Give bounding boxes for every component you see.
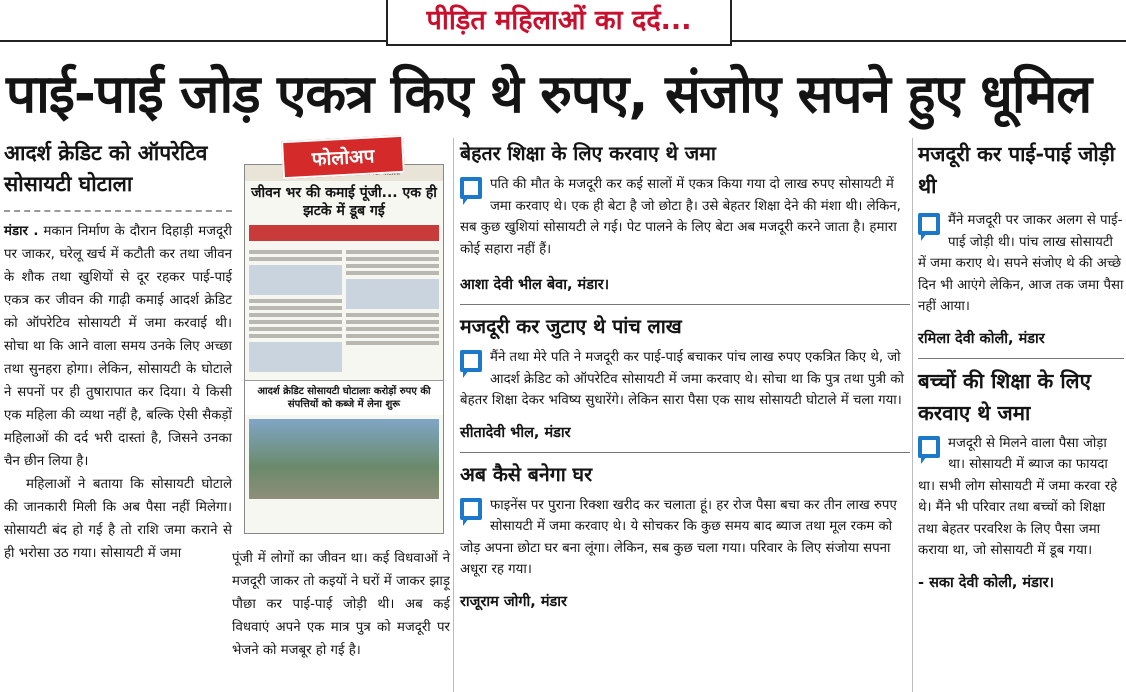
- clipping-line: [249, 327, 342, 331]
- testimonial-4-quote: [918, 210, 1124, 318]
- followup-clipping: [236, 138, 450, 538]
- testimonial-2-text: मैंने तथा मेरे पति ने मजदूरी कर पाई-पाई बचाकर पांच लाख रुपए एकत्रित किए थे, जो आदर्श क्रेडिट को ऑपरेटिव सोसायटी में जमा करवाए थे। सोचा था कि पुत्र तथा पुत्री को बेहतर शिक्षा देकर भविष्य सुधारेंगे। लेकिन सारा पैसा एक साथ सोसायटी घोटाले में चला गया।: [460, 350, 904, 408]
- clipping-line: [346, 271, 439, 275]
- section-divider: [918, 358, 1124, 359]
- clipping-line: [249, 257, 342, 261]
- kicker-bar: [0, 0, 1126, 56]
- left-para-1: [4, 220, 232, 473]
- clipping-col: [346, 247, 439, 376]
- testimonial-3-byline: राजूराम जोगी, मंडार: [460, 593, 567, 610]
- testimonial-1-text: पति की मौत के मजदूरी कर कई सालों में एकत्र किया गया दो लाख रुपए सोसायटी में जमा करवाए थे। एक ही बेटा है जो छोटा है। उसे बेहतर शिक्षा देने की मंशा थी। लेकिन, सब कुछ खुशियां सोसायटी ले गई। पेट पालने के लिए बेटा अब मजदूरी करने जाता है। हमारा कोई सहारा नहीं हैं।: [460, 177, 901, 257]
- clipping-line: [346, 250, 439, 254]
- testimonial-4-byline: रमिला देवी कोली, मंडार: [918, 330, 1045, 347]
- clipping-block: [346, 279, 439, 309]
- testimonial-3: [460, 459, 910, 613]
- quote-icon: [460, 177, 484, 207]
- clipping-line: [249, 334, 342, 338]
- testimonial-2-title: मजदूरी कर जुटाए थे पांच लाख: [460, 315, 682, 338]
- clipping-line: [249, 313, 342, 317]
- testimonial-3-title: अब कैसे बनेगा घर: [460, 462, 593, 486]
- quote-icon: [460, 498, 484, 528]
- clipping-line: [346, 320, 439, 324]
- testimonial-3-quote: [460, 495, 910, 581]
- testimonial-4: [918, 138, 1124, 359]
- testimonial-5: [918, 365, 1124, 594]
- clipping-line: [249, 250, 342, 254]
- clipping-photo: [249, 419, 439, 499]
- left-para-1-text: मकान निर्माण के दौरान दिहाड़ी मजदूरी पर जाकर, घरेलू खर्च में कटौती कर तथा जीवन के शौक तथा खुशियों से दूर रहकर पाई-पाई एकत्र कर जीवन की गाढ़ी कमाई आदर्श क्रेडिट को ऑपरेटिव सोसायटी में जमा करवाई थी। सोचा था कि आने वाला समय उनके लिए अच्छा तथा सुनहरा होगा। लेकिन, सोसायटी के घोटाले ने सपनों पर ही तुषारापात कर दिया। ये किसी एक महिला की व्यथा नहीं है, बल्कि ऐसी सैकड़ों महिलाओं की दर्द भरी दास्तां है, जिसने उनका चैन छीन लिया है।: [4, 224, 232, 469]
- clipping-line: [249, 306, 342, 310]
- left-para-2: महिलाओं ने बताया कि सोसायटी घोटाले की जानकारी मिली कि अब पैसा नहीं मिलेगा। सोसायटी बंद हो गई है तो राशि जमा कराने से ही भरोसा उठ गया। सोसायटी में जमा: [4, 477, 232, 561]
- left-divider: [4, 210, 232, 212]
- clipping-line: [346, 327, 439, 331]
- testimonial-2-quote: [460, 347, 910, 412]
- testimonial-4-text: मैंने मजदूरी पर जाकर अलग से पाई-पाई जोड़ी थी। पांच लाख सोसायटी में जमा कराए थे। सपने संजोए थे की अच्छे दिन भी आएंगे लेकिन, आज तक जमा पैसा नहीं आया।: [918, 213, 1124, 314]
- section-divider: [460, 452, 910, 453]
- clipping-line: [249, 320, 342, 324]
- testimonial-2-byline: सीतादेवी भील, मंडार: [460, 424, 571, 441]
- kicker-label: पीड़ित महिलाओं का दर्द...: [386, 0, 732, 46]
- clipping-subtitle: आदर्श क्रेडिट सोसायटी घोटालाः करोड़ों रुपए की संपत्तियों को कब्जे में लेना शुरू: [245, 380, 443, 415]
- clipping-line: [346, 341, 439, 345]
- testimonial-2: [460, 311, 910, 453]
- clip-continuation-text: पूंजी में लोगों का जीवन था। कई विधवाओं ने मजदूरी जाकर तो कइयों ने घरों में जाकर झाड़ू पौछा कर पाई-पाई जोड़ी थी। अब कई विधवाएं अपने एक मात्र पुत्र को मजदूरी पर भेजने को मजबूर हो गई है।: [232, 551, 450, 658]
- column-separator: [453, 138, 454, 692]
- clipping-line: [346, 264, 439, 268]
- followup-badge: फोलोअप: [281, 135, 405, 179]
- clipping-col: [249, 247, 342, 376]
- clipping-block: [249, 265, 342, 295]
- clipping-paper: [244, 164, 444, 534]
- left-column: [4, 138, 232, 565]
- clipping-line: [346, 334, 439, 338]
- testimonial-5-title: बच्चों की शिक्षा के लिए करवाए थे जमा: [918, 368, 1091, 425]
- right-column: [918, 138, 1124, 594]
- quote-icon: [918, 436, 942, 466]
- main-headline: पाई-पाई जोड़ एकत्र किए थे रुपए, संजोए सपने हुए धूमिल: [6, 64, 1092, 125]
- column-separator: [912, 138, 913, 692]
- testimonial-4-title: मजदूरी कर पाई-पाई जोड़ी थी: [918, 142, 1115, 198]
- testimonial-1-title: बेहतर शिक्षा के लिए करवाए थे जमा: [460, 142, 716, 165]
- clipping-line: [346, 257, 439, 261]
- clipping-title: जीवन भर की कमाई पूंजी... एक ही झटके में डूब गई: [251, 185, 437, 219]
- testimonial-5-byline: - सका देवी कोली, मंडार।: [918, 574, 1055, 591]
- testimonial-3-text: फाइनेंस पर पुराना रिक्शा खरीद कर चलाता हूं। हर रोज पैसा बचा कर तीन लाख रुपए सोसायटी में जमा करवाए थे। ये सोचकर कि कुछ समय बाद ब्याज तथा मूल रकम को जोड़ अपना छोटा घर बना लूंगा। लेकिन, सब कुछ चला गया। परिवार के लिए संजोया सपना अधूरा रह गया।: [460, 497, 897, 577]
- clipping-columns: [245, 243, 443, 380]
- testimonial-5-quote: [918, 433, 1124, 562]
- testimonial-1: [460, 138, 910, 305]
- testimonial-5-text: मजदूरी से मिलने वाला पैसा जोड़ा था। सोसायटी में ब्याज का फायदा था। सभी लोग सोसायटी में जमा करवा रहे थे। मैंने भी परिवार तथा बच्चों को शिक्षा तथा बेहतर परवरिश के लिए पैसा जमा कराया था, जो सोसायटी में डूब गया।: [918, 435, 1118, 558]
- quote-icon: [918, 213, 942, 243]
- testimonial-1-byline: आशा देवी भील बेवा, मंडार।: [460, 277, 610, 293]
- clipping-line: [249, 299, 342, 303]
- clipping-line: [346, 313, 439, 317]
- left-title: आदर्श क्रेडिट को ऑपरेटिव सोसायटी घोटाला: [4, 141, 208, 196]
- section-divider: [460, 304, 910, 305]
- dateline: मंडार .: [4, 224, 39, 239]
- quote-icon: [460, 350, 484, 380]
- testimonial-1-quote: [460, 174, 910, 260]
- middle-column: [460, 138, 910, 613]
- clipping-red-band: [249, 225, 439, 241]
- clipping-block: [249, 342, 342, 372]
